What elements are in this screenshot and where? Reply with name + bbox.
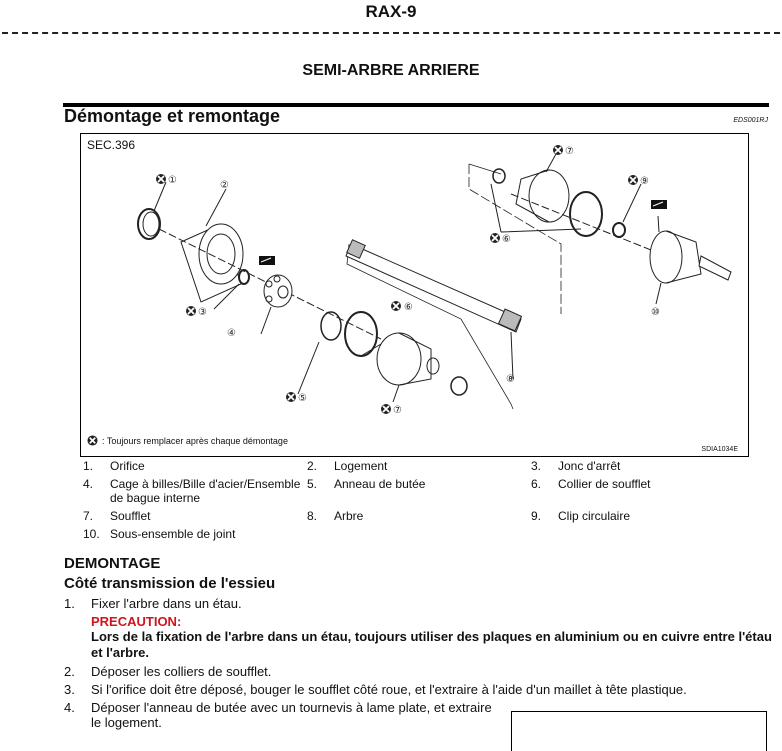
callout-7-left: ⑦ <box>393 405 402 416</box>
procedure-subheading: Côté transmission de l'essieu <box>64 575 276 592</box>
precaution-title: PRECAUTION: <box>91 614 182 629</box>
step-illustration-frame <box>511 711 767 751</box>
legend-item: 5. Anneau de butée <box>307 477 426 491</box>
part-4-ball-cage <box>261 275 292 334</box>
callout-6-left: ⑥ <box>404 302 413 313</box>
procedure-heading: DEMONTAGE <box>64 555 161 572</box>
exploded-diagram-figure <box>80 133 749 457</box>
parts-legend <box>83 459 763 545</box>
precaution-body: Lors de la fixation de l'arbre dans un étau, toujours utiliser des plaques en aluminium ou en cuivre entre l'étau et l'arbre. <box>91 629 772 660</box>
precaution-box <box>91 614 774 661</box>
part-9-circlip <box>613 184 641 237</box>
callout-3: ③ <box>198 307 207 318</box>
callout-2: ② <box>220 180 229 191</box>
callout-9: ⑨ <box>640 176 649 187</box>
page-code: RAX-9 <box>365 2 417 21</box>
legend-item: 7. Soufflet <box>83 509 151 523</box>
main-title: SEMI-ARBRE ARRIERE <box>302 62 480 79</box>
legend-item: 6. Collier de soufflet <box>531 477 651 491</box>
part-2-housing <box>181 189 243 302</box>
legend-item: 8. Arbre <box>307 509 364 523</box>
procedure-step: 2. Déposer les colliers de soufflet. <box>64 664 272 679</box>
procedure-step: 3. Si l'orifice doit être déposé, bouger le soufflet côté roue, et l'extraire à l'aide d'un maillet à tête plastique. <box>64 682 687 697</box>
part-7-boot-left <box>377 333 439 402</box>
legend-item: 4. Cage à billes/Bille d'acier/Ensemble de bague interne <box>83 477 301 505</box>
part-10-joint-assembly <box>650 216 731 304</box>
reference-code: EDS001RJ <box>733 117 768 124</box>
header-dashed-divider <box>2 32 780 34</box>
grease-icon <box>259 256 275 265</box>
callout-4: ④ <box>227 328 236 339</box>
callout-6-right: ⑥ <box>502 234 511 245</box>
legend-item: 10. Sous-ensemble de joint <box>83 527 236 541</box>
part-5-stopper-ring <box>298 312 341 394</box>
grease-icon <box>651 200 667 209</box>
callout-5: ⑤ <box>298 393 307 404</box>
callout-8: ⑧ <box>506 374 515 385</box>
procedure-step: 4. Déposer l'anneau de butée avec un tournevis à lame plate, et extraire le logement. <box>64 700 492 730</box>
figure-code: SDIA1034E <box>701 446 738 453</box>
part-7-boot-right <box>516 154 569 222</box>
legend-item: 9. Clip circulaire <box>531 509 631 523</box>
figure-note <box>87 435 288 446</box>
procedure-step: 1. Fixer l'arbre dans un étau. <box>64 596 242 611</box>
replace-always-icon <box>87 435 98 446</box>
legend-item: 2. Logement <box>307 459 388 473</box>
part-6-boot-band-left <box>345 312 381 356</box>
legend-item: 3. Jonc d'arrêt <box>531 459 621 473</box>
legend-item: 1. Orifice <box>83 459 145 473</box>
callout-10: ⑩ <box>651 307 660 318</box>
exploded-view-drawing <box>81 134 750 458</box>
callout-7-right: ⑦ <box>565 146 574 157</box>
section-title: Démontage et remontage <box>64 106 281 126</box>
figure-note-text: : Toujours remplacer après chaque démontage <box>102 435 288 446</box>
callout-1: ① <box>168 175 177 186</box>
section-number-label: SEC.396 <box>87 138 136 152</box>
